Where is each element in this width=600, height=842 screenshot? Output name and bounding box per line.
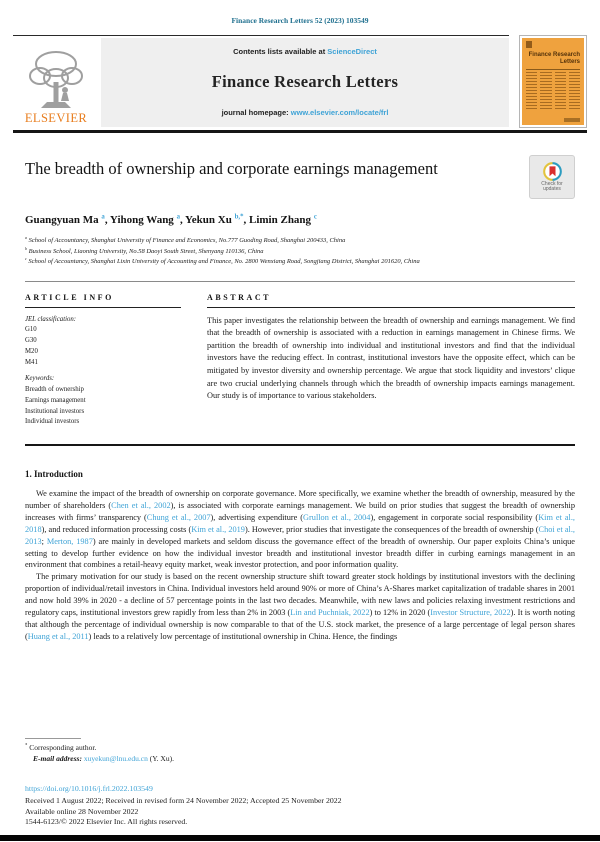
author-affil-mark[interactable]: a: [176, 213, 180, 221]
text-segment: The primary motivation for our study is based on the recent ownership structure shift toward greater stock holdings by institutional investors with the declining proportion of individual/retail investors in China. Individual investors held around 90% or more of China’s A-Shares market capitalization of tradable shares in 2001 and now hold 39% in 2020 - a decline of 57 percentage points in the last two decades. Meanwhile, with new laws and policies relaxing investment restrictions and regulatory caps, institutional investors grew rapidly from less than 2% in 2003 (: [25, 572, 575, 617]
cover-column: [569, 72, 580, 110]
check-for-updates-icon: [543, 162, 562, 181]
affiliation: [25, 236, 575, 247]
text-segment: a: [25, 234, 28, 240]
journal-title: Finance Research Letters: [211, 72, 399, 91]
text-segment: , Yihong Wang: [104, 214, 177, 226]
text-segment: ), advertising expenditure (: [210, 513, 304, 523]
footnote-block: [25, 738, 575, 765]
cover-article-list: [526, 72, 580, 110]
cover-column: [555, 72, 566, 110]
text-segment: ), and reduced information processing costs (: [41, 524, 192, 534]
contents-line: [233, 47, 377, 56]
author-affil-mark[interactable]: b,*: [234, 213, 244, 221]
article-info-heading: ARTICLE INFO: [25, 292, 114, 302]
email-line: [33, 754, 575, 765]
cover-logo-icon: [526, 41, 532, 48]
text-segment: Business School, Liaoning University, No.58 Daoyi South Street, Shenyang 110136, China: [27, 247, 264, 255]
page-bottom-bar: [0, 835, 600, 841]
citation-link[interactable]: Investor Structure, 2022: [430, 607, 511, 617]
doi-link[interactable]: https://doi.org/10.1016/j.frl.2022.103549: [25, 784, 153, 793]
text-segment: ) leads to a relatively low percentage of institutional ownership in China. Hence, the findings: [88, 631, 398, 641]
author-affil-mark[interactable]: a: [101, 213, 105, 221]
citation-link[interactable]: Kim et al., 2018: [25, 513, 575, 534]
header-left-group: [13, 35, 509, 127]
contents-prefix: Contents lists available at: [233, 47, 328, 56]
citation-link[interactable]: Grullon et al., 2004: [303, 513, 371, 523]
text-segment: E-mail address:: [33, 753, 82, 763]
info-abstract-block: [25, 293, 575, 447]
text-segment: ) are mainly in developed markets and seldom discuss the governance effect of the breadth of ownership. Our paper exploits China’s unique setting to develop further evidence on how the individual investor breadth and institutional investor breadth differ in curbing earnings management in an environment that combines a retail-heavy equity market, weak investor protection, and poor information quality.: [25, 536, 575, 570]
text-segment: ;: [41, 536, 47, 546]
keyword: Institutional investors: [25, 407, 85, 415]
keyword: Individual investors: [25, 418, 80, 426]
intro-paragraph: [25, 571, 575, 642]
keywords-label: Keywords:: [25, 374, 55, 382]
homepage-link[interactable]: www.elsevier.com/locate/frl: [290, 108, 389, 117]
journal-cover-thumbnail[interactable]: [519, 35, 587, 128]
text-segment: Corresponding author.: [27, 743, 97, 752]
keyword: Earnings management: [25, 396, 86, 404]
article-info-rule: [25, 307, 181, 308]
text-segment: b: [25, 245, 28, 251]
footer-block: [25, 784, 575, 827]
text-segment: School of Accountancy, Shanghai University of Finance and Economics, No.777 Guoding Road, Shanghai 200433, China: [27, 237, 346, 244]
jel-code: M41: [25, 359, 38, 367]
citation-link[interactable]: Lin and Puchniak, 2022: [290, 607, 370, 617]
journal-ref: Finance Research Letters 52 (2023) 103549: [231, 16, 369, 25]
author-affil-mark[interactable]: c: [313, 213, 317, 221]
text-segment: ) to 12% in 2020 (: [369, 607, 431, 617]
jel-code: M20: [25, 348, 38, 356]
text-segment: , Yekun Xu: [179, 214, 235, 226]
section-divider: [25, 281, 575, 282]
text-segment: ). However, prior studies that investigate the consequences of the breadth of ownership (: [244, 524, 539, 534]
text-segment: ). It is worth noting that although the percentage of individual ownership is now comparable to that of the U.S. stock market, the presence of a large percentage of legal person shares (: [25, 607, 575, 641]
affiliation: [25, 257, 575, 268]
elsevier-logo[interactable]: [13, 38, 101, 127]
affiliation: [25, 247, 575, 258]
abstract-rule: [207, 307, 575, 308]
citation-link[interactable]: Huang et al., 2011: [27, 631, 89, 641]
introduction-heading: 1. Introduction: [25, 469, 83, 480]
citation-link[interactable]: Choi et al., 2013: [25, 524, 575, 546]
header-divider: [13, 130, 587, 133]
article-info-column: [25, 293, 181, 429]
cover-title: Finance Research Letters: [528, 52, 580, 65]
sciencedirect-link[interactable]: ScienceDirect: [327, 47, 377, 56]
text-segment: School of Accountancy, Shanghai Lixin University of Accounting and Finance, No. 2800 Wenxiang Road, Songjiang District, Shanghai 201620, China: [26, 258, 420, 266]
homepage-prefix: journal homepage:: [221, 108, 291, 117]
available-online: Available online 28 November 2022: [25, 806, 139, 816]
text-segment: ), engagement in corporate social responsibility (: [370, 513, 539, 523]
text-segment: Guangyuan Ma: [25, 214, 102, 226]
intro-paragraph: [25, 488, 575, 571]
received-dates: Received 1 August 2022; Received in revised form 24 November 2022; Accepted 25 November 2022: [25, 796, 342, 806]
journal-cover: [522, 38, 584, 125]
citation-link[interactable]: Chen et al., 2002: [111, 501, 171, 511]
check-for-updates-badge[interactable]: [529, 155, 575, 199]
jel-code: G10: [25, 326, 37, 334]
authors-line: [25, 214, 575, 226]
cover-column: [540, 72, 551, 110]
text-segment: ), is associated with corporate earnings management. We build on prior studies that suggest the breadth of ownership increases with firms’ transparency (: [25, 501, 576, 523]
jel-code: G30: [25, 337, 37, 345]
text-segment: We examine the impact of the breadth of ownership on corporate governance. More specifically, we examine whether the breadth of ownership, measured by the number of shareholders (: [25, 489, 575, 511]
check-for-updates-label: Check for updates: [541, 180, 563, 192]
abstract-column: [207, 293, 575, 429]
title-row: [25, 158, 575, 199]
citation-link[interactable]: Chung et al., 2007: [146, 513, 211, 523]
journal-band: [101, 38, 509, 127]
citation-link[interactable]: Kim et al., 2019: [191, 524, 245, 534]
citation-link[interactable]: Merton, 1987: [46, 536, 93, 546]
abstract-text: This paper investigates the relationship between the breadth of ownership and earnings management. We find that the breadth of ownership is associated with a reduction in earnings management in Chinese firms. We partition the breadth of ownership into individual and institutional investors and find that the individual investors have the reducing effect. In contrast, institutional investors have the opposite effect, which can be mitigated by investor diversity and ownership percentage. We argue that stock liquidity and investors’ clique are two crucial underlying channels through which the breadth of ownership impacts earnings management. Our study is of importance to various stakeholders.: [207, 315, 575, 401]
cover-footer-mark: [564, 118, 580, 122]
elsevier-wordmark: ELSEVIER: [24, 111, 88, 125]
journal-header: [13, 35, 587, 128]
cover-column: [526, 72, 537, 110]
corresponding-author-note: [25, 743, 575, 754]
text-segment: (Y. Xu).: [147, 753, 174, 763]
email-link[interactable]: xuyekun@lnu.edu.cn: [83, 753, 148, 763]
abstract-heading: ABSTRACT: [207, 292, 272, 302]
text-segment: , Limin Zhang: [243, 214, 314, 226]
footnote-rule: [25, 738, 81, 739]
homepage-line: [222, 108, 389, 117]
keyword: Breadth of ownership: [25, 385, 84, 393]
cover-divider: [526, 69, 580, 70]
article-title: The breadth of ownership and corporate earnings management: [25, 159, 438, 178]
copyright-line: 1544-6123/© 2022 Elsevier Inc. All rights reserved.: [25, 816, 188, 826]
affiliations: [25, 236, 575, 268]
text-segment: c: [25, 255, 27, 261]
text-segment: *: [25, 743, 28, 749]
elsevier-tree-icon: [27, 48, 85, 110]
jel-label: JEL classification:: [25, 315, 77, 323]
